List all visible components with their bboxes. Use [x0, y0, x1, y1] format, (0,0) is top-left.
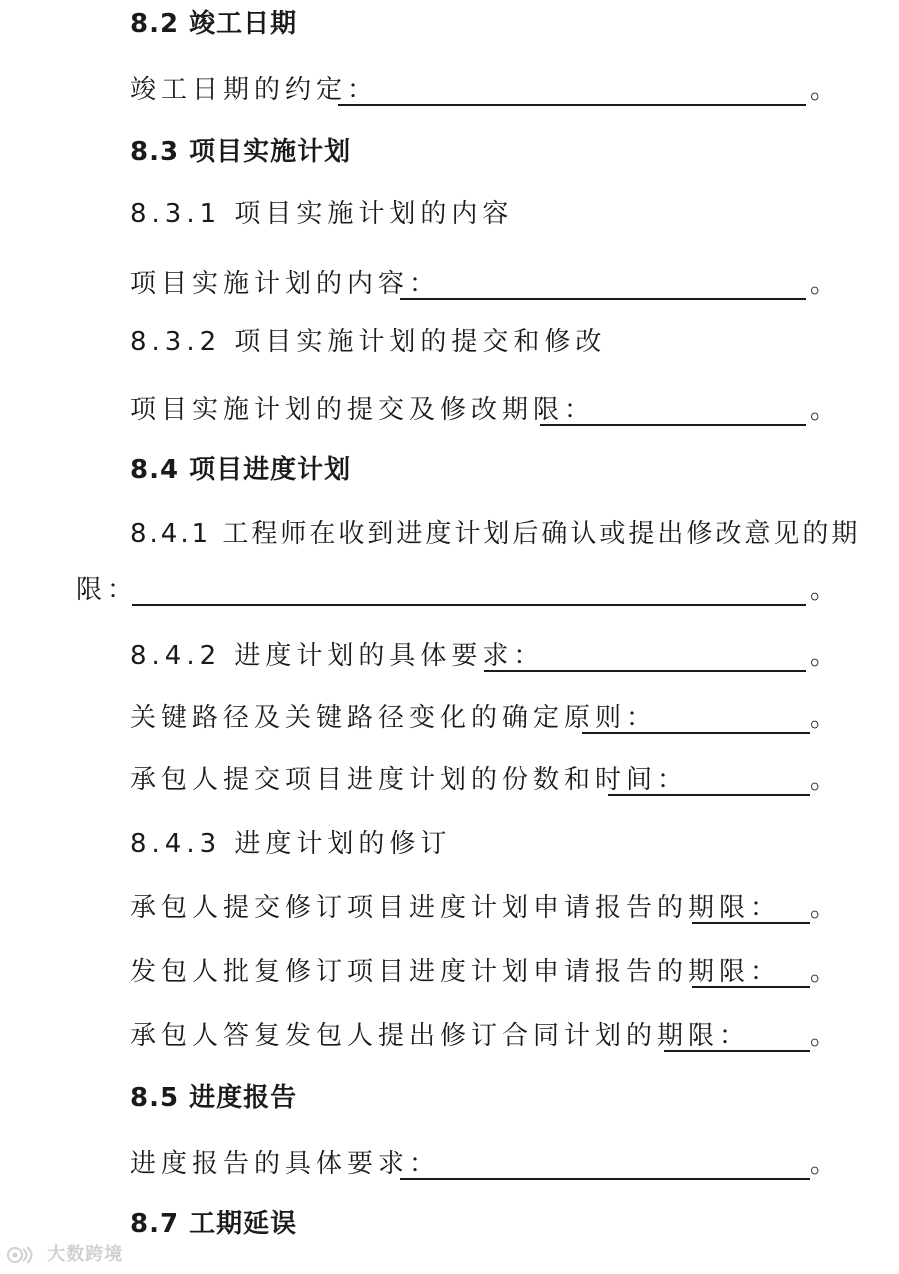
subheading-text: 8.4.3 进度计划的修订 — [130, 829, 452, 859]
period: 。 — [810, 395, 837, 425]
period: 。 — [810, 269, 837, 299]
watermark-text: 大数跨境 — [47, 1244, 124, 1265]
field-schedule-requirements — [0, 632, 899, 680]
subheading-8-3-2 — [0, 318, 899, 366]
blank-line[interactable] — [692, 986, 810, 988]
field-plan-content — [0, 260, 899, 308]
field-progress-report-requirements — [0, 1140, 899, 1188]
blank-line[interactable] — [400, 1178, 810, 1180]
heading-8-3 — [0, 128, 899, 176]
field-label: 承包人提交修订项目进度计划申请报告的期限： — [130, 893, 782, 923]
blank-line[interactable] — [484, 670, 806, 672]
period: 。 — [810, 1149, 837, 1179]
subheading-8-3-1 — [0, 190, 899, 238]
field-label: 项目实施计划的提交及修改期限： — [130, 395, 596, 425]
field-confirmation-deadline — [0, 566, 899, 614]
heading-8-7 — [0, 1200, 899, 1248]
heading-text: 8.4 项目进度计划 — [130, 455, 352, 485]
heading-8-4 — [0, 446, 899, 494]
field-label: 承包人提交项目进度计划的份数和时间： — [130, 765, 689, 795]
field-plan-submission-deadline — [0, 386, 899, 434]
heading-text: 8.7 工期延误 — [130, 1209, 298, 1239]
field-schedule-copies-time — [0, 756, 899, 804]
blank-line[interactable] — [338, 104, 806, 106]
heading-8-5 — [0, 1074, 899, 1122]
watermark — [6, 1240, 123, 1266]
period: 。 — [810, 765, 837, 795]
period: 。 — [810, 893, 837, 923]
field-label: 项目实施计划的内容： — [130, 269, 441, 299]
field-label: 限： — [76, 575, 139, 605]
blank-line[interactable] — [608, 794, 810, 796]
period: 。 — [810, 575, 837, 605]
subheading-text: 8.3.2 项目实施计划的提交和修改 — [130, 327, 607, 357]
subheading-text: 8.3.1 项目实施计划的内容 — [130, 199, 514, 229]
blank-line[interactable] — [132, 604, 806, 606]
blank-line[interactable] — [582, 732, 810, 734]
field-label: 承包人答复发包人提出修订合同计划的期限： — [130, 1021, 751, 1051]
heading-text: 8.5 进度报告 — [130, 1083, 298, 1113]
blank-line[interactable] — [400, 298, 806, 300]
field-revision-submission-deadline — [0, 884, 899, 932]
subheading-8-4-1 — [0, 510, 899, 558]
field-label: 8.4.2 进度计划的具体要求： — [130, 641, 545, 671]
field-revision-reply-deadline — [0, 1012, 899, 1060]
heading-8-2 — [0, 0, 899, 48]
blank-line[interactable] — [664, 1050, 810, 1052]
period: 。 — [810, 75, 837, 105]
blank-line[interactable] — [540, 424, 806, 426]
logo-icon — [6, 1244, 36, 1266]
period: 。 — [810, 703, 837, 733]
subheading-8-4-3 — [0, 820, 899, 868]
blank-line[interactable] — [692, 922, 810, 924]
field-label: 竣工日期的约定： — [130, 75, 379, 105]
heading-text: 8.3 项目实施计划 — [130, 137, 352, 167]
period: 。 — [810, 1021, 837, 1051]
period: 。 — [810, 641, 837, 671]
field-critical-path-principle — [0, 694, 899, 742]
field-label: 关键路径及关键路径变化的确定原则： — [130, 703, 658, 733]
field-label: 发包人批复修订项目进度计划申请报告的期限： — [130, 957, 782, 987]
heading-text: 8.2 竣工日期 — [130, 9, 298, 39]
period: 。 — [810, 957, 837, 987]
subheading-text: 8.4.1 工程师在收到进度计划后确认或提出修改意见的期 — [130, 519, 861, 549]
field-label: 进度报告的具体要求： — [130, 1149, 441, 1179]
field-revision-approval-deadline — [0, 948, 899, 996]
field-completion-date — [0, 66, 899, 114]
